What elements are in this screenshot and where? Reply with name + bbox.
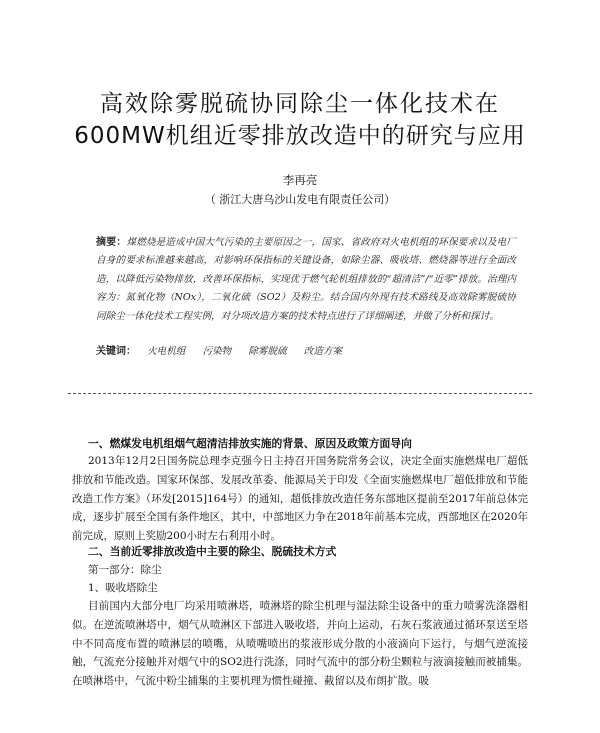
section-1-heading: 一、燃煤发电机组烟气超清洁排放实施的背景、原因及政策方面导向 [88, 437, 412, 450]
keyword: 除雾脱硫 [248, 346, 287, 357]
keywords [96, 342, 516, 357]
keywords-label: 关键词： [96, 346, 136, 357]
section-1-paragraph: 2013年12月2日国务院总理李克强今日主持召开国务院常务会议，决定全面实施燃煤电厂超低排放和节能改造。国家环保部、发展改革委、能源局关于印发《全面实施燃煤电厂超低排放和节能改造工作方案》（环发[2015]164号）的通知，超低排放改造任务东部地区提前至2017年前总体完成，逐步扩展至全国有条件地区，其中，中部地区力争在2018年前基本完成，西部地区在2020年前完成，原则上奖励200小时左右利用小时。 [72, 455, 528, 543]
abstract [96, 234, 516, 326]
keyword: 污染物 [202, 346, 232, 357]
subsection-1-paragraph: 目前国内大部分电厂均采用喷淋塔，喷淋塔的除尘机理与湿法除尘设备中的重力喷雾洗涤器相似。在逆流喷淋塔中，烟气从喷淋区下部进入吸收塔，并向上运动，石灰石浆液通过循环泵送至塔中不同高度布置的喷淋层的喷嘴，从喷嘴喷出的浆液形成分散的小液滴向下运行，与烟气逆流接触，气流充分接触并对烟气中的SO2进行洗涤，同时气流中的部分粉尘颗粒与液滴接触而被捕集。在喷淋塔中，气流中粉尘捕集的主要机理为惯性碰撞、截留以及布朗扩散。吸 [72, 600, 528, 688]
section-2-heading: 二、当前近零排放改造中主要的除尘、脱硫技术方式 [88, 545, 337, 558]
keyword: 改造方案 [303, 346, 343, 357]
keyword: 火电机组 [147, 346, 186, 357]
section-divider [68, 393, 532, 394]
author-name: 李再亮 [282, 173, 318, 187]
subsection-1-heading: 1、吸收塔除尘 [88, 582, 158, 594]
part-1-label: 第一部分：除尘 [88, 564, 162, 576]
abstract-text: 煤燃烧是造成中国大气污染的主要原因之一，国家、省政府对火电机组的环保要求以及电厂自身的要求标准越来越高，对影响环保指标的关键设备，如除尘器、吸收塔、燃烧器等进行全面改造，以降低污染物排放，改善环保指标，实现优于燃气轮机组排放的“超清洁”/“近零”排放。治理内容为：氮氧化物（NOx），二氧化硫（SO2）及粉尘。结合国内外现有技术路线及高效除雾脱硫协同除尘一体化技术工程实例，对分项改造方案的技术特点进行了详细阐述，并做了分析和探讨。 [96, 237, 517, 322]
author-affiliation: （ 浙江大唐乌沙山发电有限责任公司） [204, 193, 396, 206]
abstract-label: 摘要： [96, 237, 127, 248]
paper-title-line-2: 600MW机组近零排放改造中的研究与应用 [74, 123, 526, 149]
paper-title-line-1: 高效除雾脱硫协同除尘一体化技术在 [100, 91, 500, 117]
